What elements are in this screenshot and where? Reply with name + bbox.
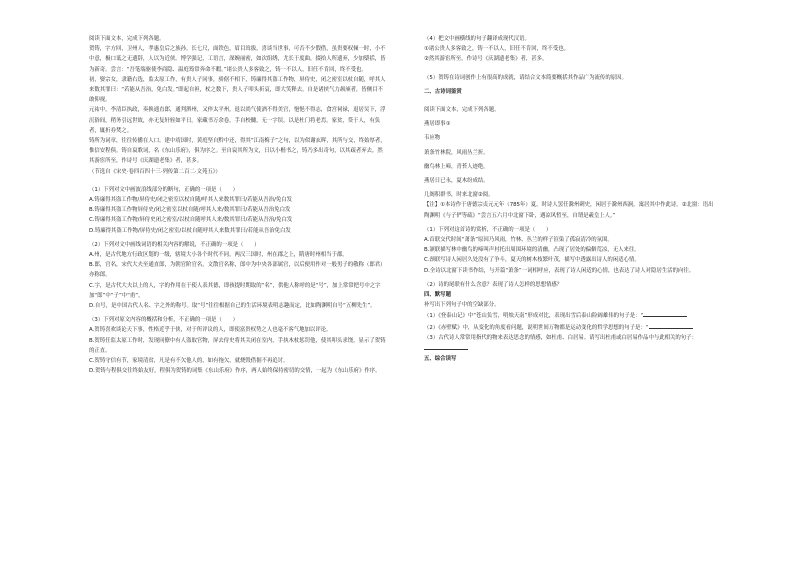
answer-blank[interactable]: [649, 322, 693, 329]
passage-paragraph-3: 元祐中，李清臣执政，奏换通直郎，通判泗州，又倅太平州，退以尚气使酒不得美官，悒悒不得志，食宫祠禄，退居吴下，浮沉俗间，稍务引远世故，亦无复轩轾如平日。家藏书万余卷，手自校雠，无一字误，以是杜门将老焉。家贫，贷于人，有负者，辄折券焚之。: [89, 107, 386, 134]
poetry-question-2-stem: （2）诗的尾联有什么含意？表现了诗人怎样的思想情感？: [424, 281, 563, 288]
section-poetry-heading: 二、古诗词鉴赏: [424, 88, 462, 95]
answer-blank[interactable]: [424, 343, 468, 350]
poem-note: 【注】①本诗作于唐德宗贞元元年（785年）夏，时诗人罢任滁州刺史，闲居于滁州西涧，寓居其中作此诗。②北窗：语出陶渊明《与子俨等疏》“尝言五六月中北窗下卧，遇凉风暂至，自谓是羲皇上人。”: [424, 202, 714, 219]
passage-paragraph-1: 贺铸，字方回，卫州人，孝惠皇后之族孙。长七尺，面铁色，眉目耸拔，喜谈当世事，可否不少假借，虽贵要权倾一时，小不中意，极口诋之无遗辞，人以为近侠。博学强记，工语言，深婉丽密，如次组绣，尤长于度曲，掇拾人所遗弃，少加檃括，皆为新奇。尝言：“吾笔端驱使李商隐、温庭筠常奔命不暇。”诸公贵人多客致之，铸一不以人，旧任不肯回，终不受也。: [89, 46, 386, 73]
passage-paragraph-4: 铸所为词章，往往传播在人口。建中靖国时，黄庭坚自黔中还，得其“江南梅子”之句，以为似谢玄晖，其所与交，终始厚者，惟信安程俱。铸自裒歌词，名《东山乐府》，俱为序之。至自裒其所为文，日以小楷书之，铸乃多出奇句，以其疏者弃去。然其游宦所至，作诗号《庆湖遗老集》者，甚多。: [89, 138, 386, 165]
question-4-item-1: ①诸公贵人多客致之，铸一不以人，旧任不肯回，终不受也。: [424, 46, 569, 53]
question-4-stem: （4）把文中画横线的句子翻译成现代汉语。: [424, 36, 530, 42]
poem-line-3: 燕居日已永，夏木纷成结。: [424, 178, 489, 185]
poetry-intro: 阅读下面文本，完成下列各题。: [424, 107, 500, 114]
poem-author: 韦应物: [424, 135, 441, 142]
dictation-item-1[interactable]: （1）《登泰山记》中“苍山负雪，明烛天南”形成对比，表现出雪后泰山险阔雄伟的句子是：“: [424, 310, 716, 321]
passage-paragraph-2: 初，娶宗女，隶籍右选，监太原工作，有贵人子同事，骄倨不相下，铸廉得其盗工作物，屏侍史，闭之密室以杖自随，呼其人来数其罪曰：“若能从吾治，免白发。”即起自袒，杖之数下，贵人子叩头祈哀，即大笑释去。自是诸挟气力颉颃者，皆侧目不敢仰视。: [89, 76, 386, 104]
passage-source: （节选自《宋史·卷四百四十三·列传第二百二·文苑五》）: [89, 168, 221, 175]
dictation-intro: 补写出下列句子中的空缺部分。: [424, 302, 500, 309]
question-2-option-d[interactable]: D.自号，是中国古代人名、字之外的称号。取“号”往往根据自己的生活环境表明志趣而定，比如陶渊明自号“五柳先生”。: [89, 303, 376, 310]
question-3-option-d[interactable]: D.贺铸与程俱交往终始友好，程俱为贺铸的词集《东山乐府》作序，两人始终保持密切的交情，一起为《东山乐府》作序。: [89, 368, 381, 375]
poem-line-1: 萧条竹林院，风雨丛兰折。: [424, 149, 489, 156]
poem-line-4: 几阁积群书，时来北窗②阅。: [424, 192, 494, 199]
left-column: [89, 34, 387, 377]
poetry-question-1-stem: （1）下列对这首诗的赏析，不正确的一项是（ ）: [424, 226, 552, 233]
question-3-stem: （3）下列对原文内容的概括和分析，不正确的一项是（ ）: [89, 317, 238, 324]
question-1-stem: （1）下列对文中画波浪线部分的断句，正确的一项是（ ）: [89, 186, 238, 193]
question-3-option-c[interactable]: C.贺铸守信有节，家境清贫，凡是有不欠他人的，如有拖欠，就烧毁借据不再追讨。: [89, 358, 289, 365]
question-2-stem: （2）下列对文中画线词语的相关内容的解说，不正确的一项是（ ）: [89, 241, 260, 248]
reading-intro: 阅读下面文本，完成下列各题。: [89, 36, 165, 42]
question-1-option-c[interactable]: C.铸廉得其盗工作物/屏侍史闭之密室/以杖自随呼其人来/数其罪曰/若能从吾治/免白发: [89, 217, 293, 224]
question-1-option-b[interactable]: B.铸廉得其盗工作物屏侍史/闭之密室以杖自随/呼其人来/数其罪曰/若能从吾治免白发: [89, 207, 291, 214]
question-4-item-2: ②然其游宦所至，作诗号《庆湖遗老集》者，甚多。: [424, 56, 548, 63]
poetry-question-1-option-c[interactable]: C.颈联写诗人闲居久处没有了争斗，夏天的树木枝繁叶茂，描写中透露出诗人的闲适心情。: [424, 257, 640, 264]
poetry-question-1-option-b[interactable]: B.颔联描写林中幽鸟的啼叫声衬托出周围环境的清幽，凸现了居处的偏僻荒凉，无人来往。: [424, 247, 640, 254]
question-5-stem: （5）贺铸在诗词创作上有很高的成就，请结合文本简要概括其作品广为流传的原因。: [424, 74, 627, 81]
poetry-question-1-option-d[interactable]: D.全诗以北窗下读书作结，与开篇“萧条”一词相呼应，表现了诗人闲适的心情，也表达了诗人对隐居生活的向往。: [424, 267, 695, 274]
question-3-option-b[interactable]: B.贺铸任监太原工作时，发现同僚中有人盗取官物，屏去侍史将其关闭在室内，手执木杖惩罚他，使其叩头求饶，显示了贺铸的正直。: [89, 337, 386, 354]
question-2-option-b[interactable]: B.郎，官名，宋代大夫至通直郎，为朝官阶官名，文散官名称，郎中为中央各部属官，以后便用作对一般男子的敬称（郎君）亦称郎。: [89, 262, 386, 279]
poem-title: 燕居即事①: [424, 121, 451, 128]
section-dictation-heading: 四、默写题: [424, 292, 451, 299]
answer-blank[interactable]: [643, 310, 687, 317]
question-1-option-d[interactable]: D.铸廉得其盗工作物/屏侍史/闭之密室/以杖自随呼其人来数其罪曰/若能从吾治免白发: [89, 227, 291, 234]
right-column: [424, 34, 716, 364]
question-3-option-a[interactable]: A.贺铸喜欢谈论天下事，性格近乎于侠，对于所评议的人，即使富贵权势之人也毫不客气地加以评论。: [89, 327, 332, 334]
poetry-question-1-option-a[interactable]: A.首联交代时间“萧条”原因乃风雨，竹林、丛兰的样子渲染了孤寂清冷的氛围。: [424, 237, 613, 244]
dictation-item-3[interactable]: （3）古代诗人常常用指代的物来表达思念的情感，如杜甫、白居易。请写出杜甫或白居易作品中与此相关的句子：: [424, 333, 716, 354]
section-writing-heading: 五、综合读写: [424, 356, 457, 363]
question-2-option-c[interactable]: C.字，是古代大夫以上的人，字的作用在于使人表其德，即孩提时期取的“名”，供他人称呼的是“号”，加上常常把号中之字加“郎”中“子”中“甫”。: [89, 282, 381, 299]
poem-line-2: 幽鸟林上啼，青苔人迹绝。: [424, 163, 489, 170]
question-2-option-a[interactable]: A.州，是古代地方行政区划的一级，辖境大小各个时代不同。两汉三国时，州在郡之上，隋唐时州相当于郡。: [89, 252, 348, 259]
dictation-item-2[interactable]: （2）《赤壁赋》中，从变化的角度看问题，说明世间万物都是运动变化的哲学思想的句子是：“: [424, 322, 716, 333]
question-1-option-a[interactable]: A.铸廉得其盗工作物/屏侍史/闭之密室以杖自随/呼其人来数其罪曰/若能从吾治/免白发: [89, 197, 293, 204]
